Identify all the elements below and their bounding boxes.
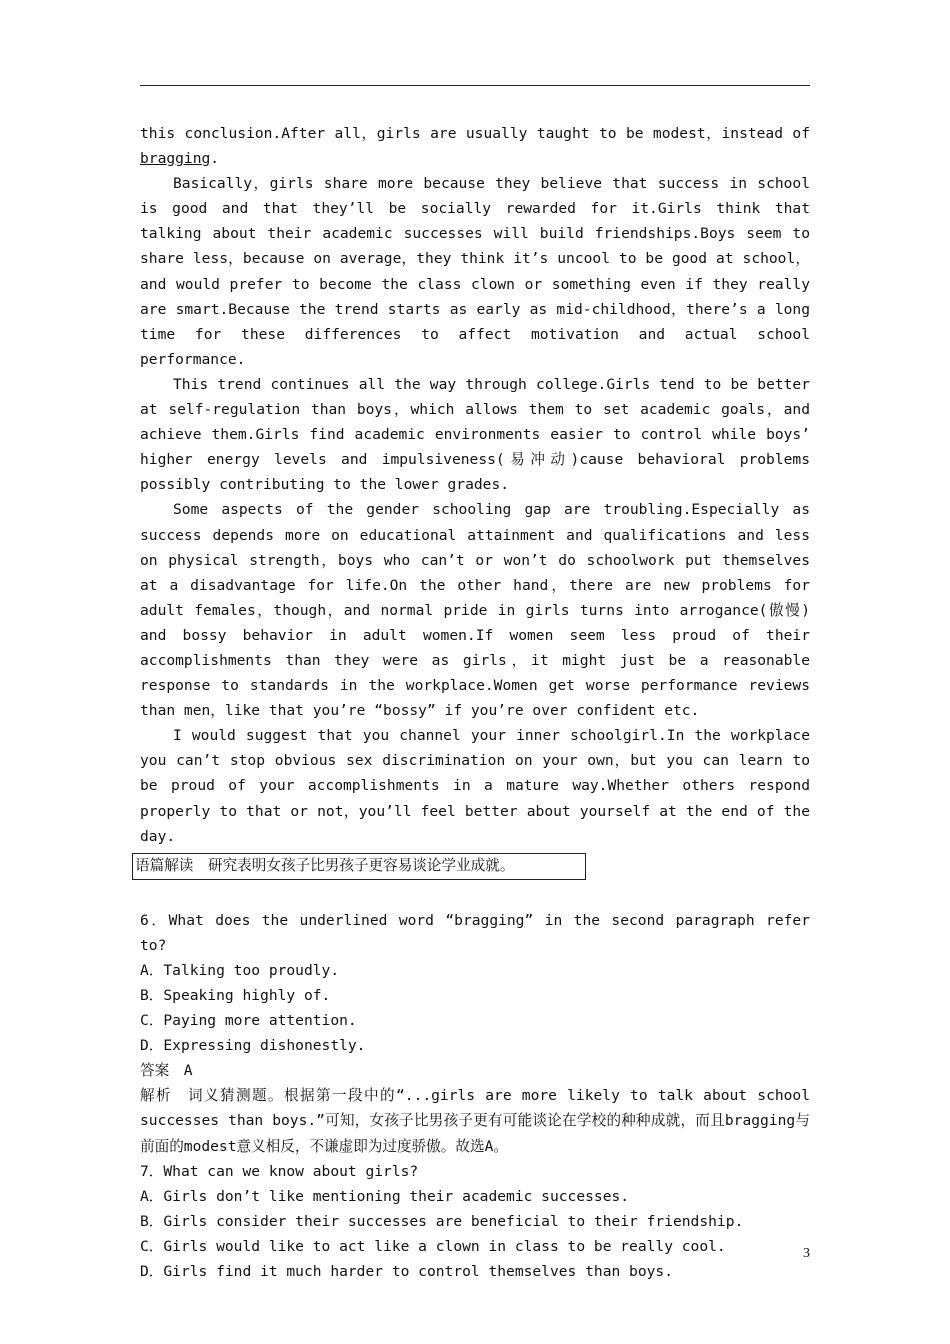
passage-paragraph-5: I would suggest that you channel your inner schoolgirl.In the workplace you can’t stop obvious sex discrimination on your own，but you can learn to be proud of your accomplishments in a mature way.Whether others respond properly to that or not，you’ll feel better about yourself at the end of the day. <box>140 727 810 845</box>
summary-box: 语篇解读 研究表明女孩子比男孩子更容易谈论学业成就。 <box>132 853 586 880</box>
underlined-word-bragging: bragging <box>140 150 211 168</box>
passage-paragraph-3: This trend continues all the way through college.Girls tend to be better at self-regulation than boys，which allows them to set academic goals，and achieve them.Girls find academic environments easier to control while boys’ higher energy levels and impulsiveness(易冲动)cause behavioral problems possibly contributing to the lower grades. <box>140 375 810 494</box>
question-6-answer: 答案 A <box>140 1062 193 1080</box>
question-6-analysis: 解析 词义猜测题。根据第一段中的“...girls are more likely to talk about school successes than boys.”可知，女孩子比男孩子更有可能谈论在学校的种种成就，而且bragging与前面的modest意义相反，不谦虚即为过度骄傲。故选A。 <box>140 1087 810 1155</box>
question-6-stem: 6．What does the underlined word “bragging” in the second paragraph refer to? <box>140 911 810 954</box>
page-number: 3 <box>803 1246 810 1261</box>
page-content <box>135 121 810 1284</box>
question-6-option-c: C．Paying more attention. <box>140 1012 357 1030</box>
question-6-option-d: D．Expressing dishonestly. <box>140 1037 366 1055</box>
passage-paragraph-2: Basically，girls share more because they believe that success in school is good and that they’ll be socially rewarded for it.Girls think that talking about their academic successes will build friendships.Boys seem to share less，because on average，they think it’s uncool to be good at school，and would prefer to become the class clown or something even if they really are smart.Because the trend starts as early as mid-childhood，there’s a long time for these differences to affect motivation and actual school performance. <box>140 175 810 368</box>
question-6-option-b: B．Speaking highly of. <box>140 987 331 1004</box>
passage-paragraph-1 <box>140 121 810 171</box>
question-7-option-a: A．Girls don’t like mentioning their academic successes. <box>140 1187 630 1205</box>
question-7-stem: 7．What can we know about girls? <box>140 1162 419 1180</box>
paragraph-1-end: . <box>210 150 220 168</box>
question-7-option-c: C．Girls would like to act like a clown in class to be really cool. <box>140 1237 726 1255</box>
paragraph-1-text: this conclusion.After all，girls are usually taught to be modest，instead of <box>140 125 810 142</box>
question-7-option-d: D．Girls find it much harder to control themselves than boys. <box>140 1263 673 1281</box>
question-7-option-b: B．Girls consider their successes are beneficial to their friendship. <box>140 1212 744 1230</box>
passage-paragraph-4: Some aspects of the gender schooling gap are troubling.Especially as success depends more on educational attainment and qualifications and less on physical strength，boys who can’t or won’t do schoolwork put themselves at a disadvantage for life.On the other hand，there are new problems for adult females，though，and normal pride in girls turns into arrogance(傲慢) and bossy behavior in adult women.If women seem less proud of their accomplishments than they were as girls，it might just be a reasonable response to standards in the workplace.Women get worse performance reviews than men，like that you’re “bossy” if you’re over confident etc. <box>140 501 810 720</box>
header-rule <box>140 85 810 86</box>
question-6-option-a: A．Talking too proudly. <box>140 961 340 979</box>
